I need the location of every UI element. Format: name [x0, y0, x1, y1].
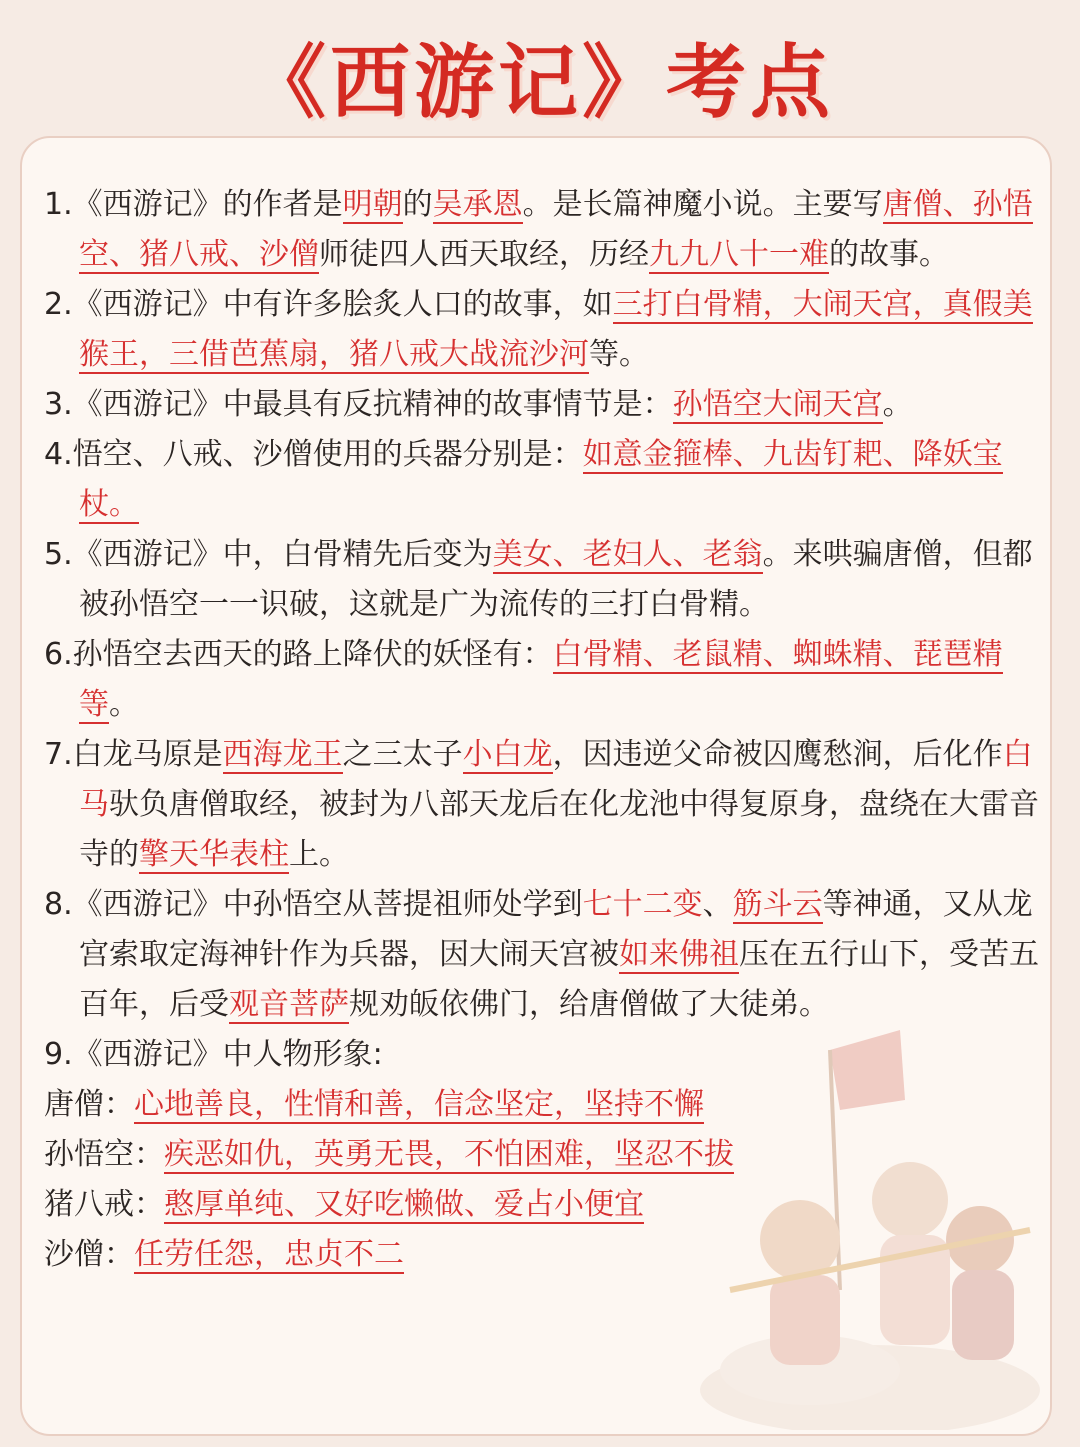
- point-number: 5.: [44, 537, 73, 572]
- character-traits-text: 任劳任怨，忠贞不二: [134, 1237, 404, 1272]
- point-item: [44, 880, 1044, 1030]
- point-text: 。: [109, 687, 139, 722]
- point-item: [44, 380, 1044, 430]
- point-text: 悟空、八戒、沙僧使用的兵器分别是：: [72, 437, 583, 472]
- point-text: 的: [402, 187, 433, 222]
- point-text: 的故事。: [829, 237, 949, 272]
- point-number: 9.: [44, 1037, 73, 1072]
- key-term: 吴承恩: [432, 187, 523, 222]
- trait-row: [44, 1230, 1044, 1280]
- point-text: 上。: [289, 837, 349, 872]
- character-name: 沙僧：: [44, 1237, 134, 1272]
- trait-row: [44, 1080, 1044, 1130]
- character-name: 孙悟空：: [44, 1137, 164, 1172]
- key-term: 唐僧、孙悟空、猪八戒、沙僧: [79, 187, 1033, 272]
- key-term: 七十二变: [582, 887, 703, 922]
- exam-points: [44, 180, 1044, 1280]
- point-text: ，因违逆父命被囚鹰愁涧，后化作: [552, 737, 1003, 772]
- key-term: 九九八十一难: [649, 237, 829, 272]
- point-number: 8.: [44, 887, 73, 922]
- point-item: [44, 430, 1044, 530]
- point-text: 驮负唐僧取经，被封为八部天龙后在化龙池中得复原身，盘绕在大雷音寺的: [79, 787, 1039, 872]
- character-traits-text: 疾恶如仇，英勇无畏，不怕困难，坚忍不拔: [164, 1137, 734, 1172]
- point-text: 、: [702, 887, 733, 922]
- point-number: 3.: [44, 387, 73, 422]
- point-number: 7.: [44, 737, 73, 772]
- trait-row: [44, 1130, 1044, 1180]
- trait-row: [44, 1180, 1044, 1230]
- key-term: 孙悟空大闹天宫: [672, 387, 883, 422]
- key-term: 白马: [79, 737, 1033, 822]
- point-text: 。是长篇神魔小说。主要写: [522, 187, 883, 222]
- point-number: 1.: [44, 187, 73, 222]
- key-term: 筋斗云: [732, 887, 823, 922]
- page-title: 《西游记》考点: [246, 36, 834, 129]
- key-term: 明朝: [342, 187, 403, 222]
- key-term: 如意金箍棒、九齿钉耙、降妖宝杖。: [79, 437, 1003, 522]
- point-text: 师徒四人西天取经，历经: [319, 237, 649, 272]
- point-item: [44, 280, 1044, 380]
- point-text: 《西游记》中人物形象:: [72, 1037, 383, 1072]
- point-text: 压在五行山下，受苦五百年，后受: [79, 937, 1039, 1022]
- point-text: 孙悟空去西天的路上降伏的妖怪有：: [72, 637, 553, 672]
- point-number: 4.: [44, 437, 73, 472]
- point-number: 2.: [44, 287, 73, 322]
- point-item: [44, 1030, 1044, 1080]
- key-term: 三打白骨精，大闹天宫，真假美猴王，三借芭蕉扇，猪八戒大战流沙河: [79, 287, 1033, 372]
- key-term: 美女、老妇人、老翁: [492, 537, 763, 572]
- point-text: 等神通，又从龙宫索取定海神针作为兵器，因大闹天宫被: [79, 887, 1033, 972]
- character-name: 唐僧：: [44, 1087, 134, 1122]
- character-traits: [44, 1080, 1044, 1280]
- point-text: 《西游记》中孙悟空从菩提祖师处学到: [72, 887, 583, 922]
- key-term: 观音菩萨: [229, 987, 349, 1022]
- character-traits-text: 憨厚单纯、又好吃懒做、爱占小便宜: [164, 1187, 644, 1222]
- point-text: 《西游记》中有许多脍炙人口的故事，如: [72, 287, 613, 322]
- point-text: 白龙马原是: [72, 737, 223, 772]
- key-term: 擎天华表柱: [139, 837, 289, 872]
- point-text: 之三太子: [342, 737, 463, 772]
- point-item: [44, 180, 1044, 280]
- point-item: [44, 730, 1044, 880]
- point-text: 《西游记》中，白骨精先后变为: [72, 537, 493, 572]
- point-text: 规劝皈依佛门，给唐僧做了大徒弟。: [349, 987, 829, 1022]
- point-item: [44, 630, 1044, 730]
- point-text: 。: [882, 387, 913, 422]
- key-term: 白骨精、老鼠精、蜘蛛精、琵琶精等: [79, 637, 1003, 722]
- point-item: [44, 530, 1044, 630]
- point-text: 《西游记》的作者是: [72, 187, 343, 222]
- key-term: 如来佛祖: [619, 937, 739, 972]
- key-term: 小白龙: [462, 737, 553, 772]
- points-list: [44, 180, 1044, 1080]
- character-traits-text: 心地善良，性情和善，信念坚定，坚持不懈: [134, 1087, 704, 1122]
- point-number: 6.: [44, 637, 73, 672]
- point-text: 等。: [589, 337, 649, 372]
- point-text: 《西游记》中最具有反抗精神的故事情节是：: [72, 387, 673, 422]
- key-term: 西海龙王: [222, 737, 343, 772]
- character-name: 猪八戒：: [44, 1187, 164, 1222]
- point-text: 。来哄骗唐僧，但都被孙悟空一一识破，这就是广为流传的三打白骨精。: [79, 537, 1033, 622]
